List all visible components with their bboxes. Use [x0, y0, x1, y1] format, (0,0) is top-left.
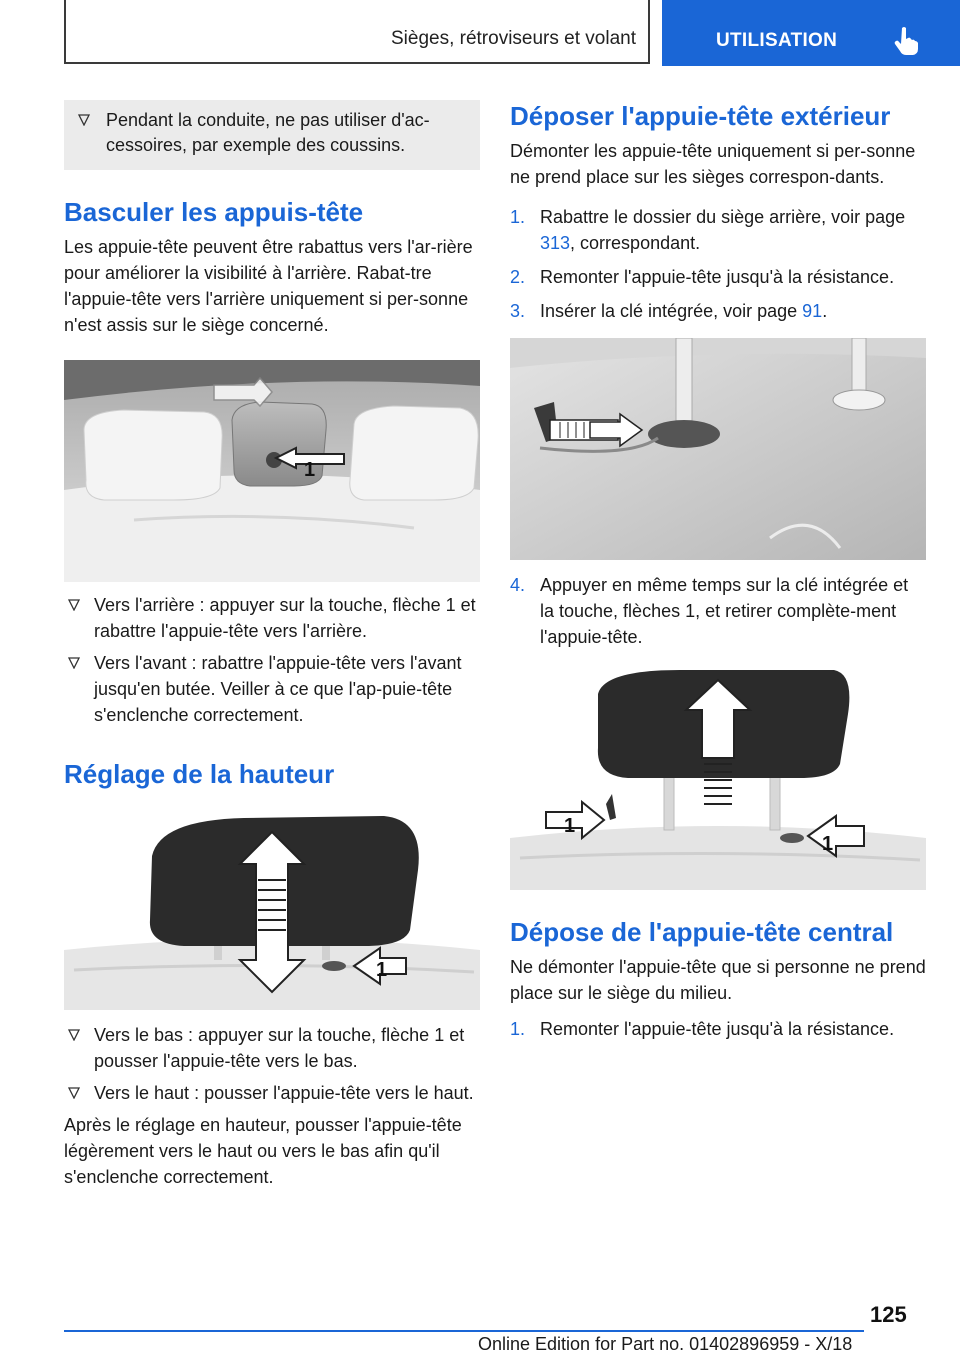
pointing-hand-icon — [892, 26, 920, 56]
list-item — [64, 650, 480, 728]
figure2-label: 1 — [376, 959, 388, 981]
section-title: Sièges, rétroviseurs et volant — [390, 28, 636, 49]
list-item — [64, 1080, 480, 1106]
triangle-bullet-icon — [78, 114, 90, 126]
tilt-bullet-list — [64, 592, 480, 728]
step-number: 4. — [510, 575, 526, 595]
figure-headrest-removal — [510, 668, 926, 890]
right-column — [510, 100, 926, 1042]
note-text: Pendant la conduite, ne pas utiliser d'ac-cessoires, par exemple des coussins. — [106, 110, 430, 155]
step-text: Remonter l'appuie-tête jusqu'à la résistance. — [540, 267, 895, 287]
triangle-bullet-icon — [68, 1087, 80, 1099]
figure-headrest-tilt-image — [64, 360, 480, 582]
step-text-end: , correspondant. — [570, 233, 701, 253]
step-1 — [510, 204, 926, 256]
note-item — [78, 108, 466, 158]
figure4-label-left: 1 — [564, 815, 576, 837]
height-bullet-list — [64, 1022, 480, 1106]
step-text: Appuyer en même temps sur la clé intégrée et la touche, flèches 1, et retirer complète-ment l'appuie-tête. — [540, 575, 909, 647]
step-2 — [510, 264, 926, 290]
heading-outer-removal: Déposer l'appuie-tête extérieur — [510, 101, 891, 131]
heading-tilt: Basculer les appuis-tête — [64, 197, 364, 227]
paragraph-after-height: Après le réglage en hauteur, pousser l'appuie-tête légèrement vers le haut ou vers le bas afin qu'il s'enclenche correctement. — [64, 1115, 462, 1187]
header-bottom-rule — [64, 62, 650, 64]
list-item-text: Vers l'arrière : appuyer sur la touche, flèche 1 et rabattre l'appuie-tête vers l'arrière. — [94, 595, 476, 641]
list-item — [64, 592, 480, 644]
header-left-rule — [64, 0, 66, 64]
list-item — [64, 1022, 480, 1074]
footer-edition: Online Edition for Part no. 01402896959 - X/18 — [478, 1334, 853, 1354]
step-text-end: . — [822, 301, 828, 321]
step-3 — [510, 298, 926, 324]
paragraph-tilt: Les appuie-tête peuvent être rabattus vers l'ar-rière pour améliorer la visibilité à l'arrière. Rabat-tre l'appuie-tête vers l'arrière uniquement si per-sonne n'est assis sur le siège concerné. — [64, 237, 473, 335]
safety-note — [64, 100, 480, 170]
step-number: 1. — [510, 207, 526, 227]
figure-key-insertion-image — [510, 338, 926, 560]
list-item-text: Vers le haut : pousser l'appuie-tête vers le haut. — [94, 1083, 474, 1103]
step-text: Remonter l'appuie-tête jusqu'à la résistance. — [540, 1019, 895, 1039]
heading-height: Réglage de la hauteur — [64, 759, 335, 789]
step-text: Insérer la clé intégrée, voir page — [540, 301, 803, 321]
page-number: 125 — [870, 1302, 907, 1327]
step-4 — [510, 572, 926, 650]
step-text: Rabattre le dossier du siège arrière, voir page — [540, 207, 906, 227]
paragraph-center: Ne démonter l'appuie-tête que si personne ne prend place sur le siège du milieu. — [510, 957, 926, 1003]
figure-headrest-tilt — [64, 360, 480, 582]
left-column — [64, 100, 480, 1190]
figure-headrest-height-image — [64, 810, 480, 1010]
triangle-bullet-icon — [68, 599, 80, 611]
step-number: 2. — [510, 267, 526, 287]
chapter-tab-label: UTILISATION — [716, 30, 838, 51]
figure-headrest-removal-image — [510, 668, 926, 890]
list-item-text: Vers l'avant : rabattre l'appuie-tête vers l'avant jusqu'en butée. Veiller à ce que l'ap-puie-tête s'enclenche correctement. — [94, 653, 462, 725]
paragraph-outer: Démonter les appuie-tête uniquement si per-sonne ne prend place sur les sièges correspon-dants. — [510, 141, 916, 187]
figure4-label-right: 1 — [822, 833, 834, 855]
heading-center-removal: Dépose de l'appuie-tête central — [510, 917, 894, 947]
triangle-bullet-icon — [68, 1029, 80, 1041]
center-step-1 — [510, 1016, 926, 1042]
header-right-rule — [648, 0, 650, 64]
triangle-bullet-icon — [68, 657, 80, 669]
figure1-label: 1 — [304, 459, 316, 481]
figure-key-insertion — [510, 338, 926, 560]
step-number: 1. — [510, 1019, 526, 1039]
list-item-text: Vers le bas : appuyer sur la touche, flèche 1 et pousser l'appuie-tête vers le bas. — [94, 1025, 465, 1071]
footer-rule — [64, 1330, 864, 1332]
step-number: 3. — [510, 301, 526, 321]
page-link-313[interactable]: 313 — [540, 233, 571, 253]
figure-headrest-height — [64, 810, 480, 1010]
page-link-91[interactable]: 91 — [802, 301, 823, 321]
